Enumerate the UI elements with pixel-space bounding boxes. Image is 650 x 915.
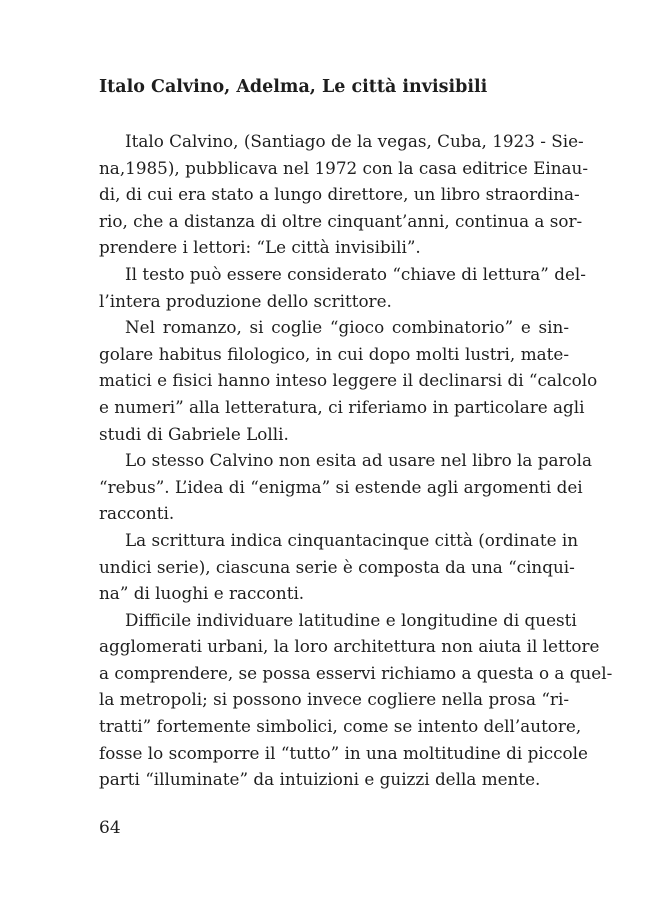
text-line: “rebus”. L’idea di “enigma” si estende agli argomenti dei xyxy=(99,476,583,497)
paragraph xyxy=(99,527,579,607)
text-line: e numeri” alla letteratura, ci riferiamo in particolare agli xyxy=(99,396,585,417)
paragraph xyxy=(99,447,592,527)
text-line: parti “illuminate” da intuizioni e guizzi della mente. xyxy=(99,769,541,790)
text-line: a comprendere, se possa esservi richiamo a questa o a quel- xyxy=(99,662,613,683)
text-line: prendere i lettori: “Le città invisibili”. xyxy=(99,237,421,258)
text-line: golare habitus filologico, in cui dopo molti lustri, mate- xyxy=(99,343,569,364)
text-line: l’intera produzione dello scrittore. xyxy=(99,290,392,311)
text-line: na” di luoghi e racconti. xyxy=(99,583,305,604)
text-line: Nel romanzo, si coglie “gioco combinatorio” e sin- xyxy=(125,317,569,338)
text-line: studi di Gabriele Lolli. xyxy=(99,423,289,444)
text-line: Lo stesso Calvino non esita ad usare nel libro la parola xyxy=(125,450,592,471)
paragraph xyxy=(99,261,586,314)
text-line: racconti. xyxy=(99,503,175,524)
page-number: 64 xyxy=(99,818,121,838)
text-line: rio, che a distanza di oltre cinquant’anni, continua a sor- xyxy=(99,210,583,231)
text-line: La scrittura indica cinquantacinque città (ordinate in xyxy=(125,529,579,550)
paragraph xyxy=(99,314,598,447)
text-line: fosse lo scomporre il “tutto” in una moltitudine di piccole xyxy=(99,742,588,763)
text-line: agglomerati urbani, la loro architettura non aiuta il lettore xyxy=(99,636,600,657)
text-line: Italo Calvino, (Santiago de la vegas, Cuba, 1923 - Sie- xyxy=(125,131,584,151)
body-text xyxy=(99,128,613,793)
text-line: la metropoli; si possono invece cogliere nella prosa “ri- xyxy=(99,689,569,710)
page-content xyxy=(99,74,613,793)
text-line: Il testo può essere considerato “chiave di lettura” del- xyxy=(125,263,586,284)
paragraph xyxy=(99,607,613,793)
text-line: matici e fisici hanno inteso leggere il declinarsi di “calcolo xyxy=(99,370,598,391)
text-line: Difficile individuare latitudine e longitudine di questi xyxy=(125,609,577,630)
text-line: undici serie), ciascuna serie è composta da una “cinqui- xyxy=(99,556,575,577)
text-line: tratti” fortemente simbolici, come se intento dell’autore, xyxy=(99,716,582,737)
text-line: na,1985), pubblicava nel 1972 con la casa editrice Einau- xyxy=(99,157,588,178)
paragraph xyxy=(99,128,588,261)
text-line: di, di cui era stato a lungo direttore, un libro straordina- xyxy=(99,184,580,205)
chapter-title: Italo Calvino, Adelma, Le città invisibili xyxy=(99,77,488,97)
